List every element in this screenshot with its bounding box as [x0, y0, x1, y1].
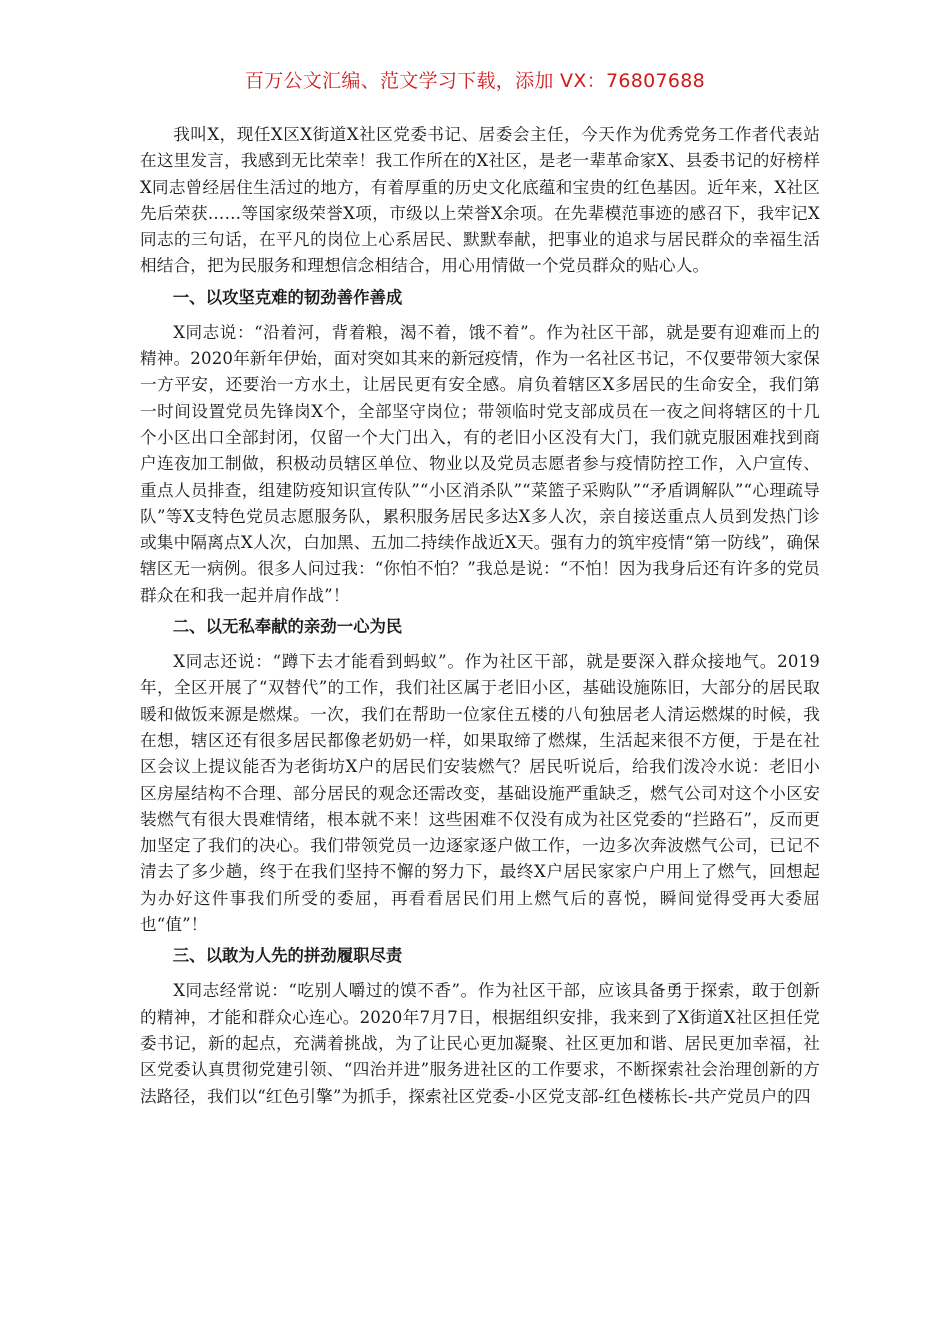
section-body-3: X同志经常说：“吃别人嚼过的馍不香”。作为社区干部，应该具备勇于探索，敢于创新的精神，才能和群众心连心。2020年7月7日，根据组织安排，我来到了X街道X社区担任党委书记，新的起点，充满着挑战，为了让民心更加凝聚、社区更加和谐、居民更加幸福，社区党委认真贯彻党建引领、“四治并进”服务进社区的工作要求，不断探索社会治理创新的方法路径，我们以“红色引擎”为抓手，探索社区党委-小区党支部-红色楼栋长-共产党员户的四 [140, 981, 820, 1106]
section-body-1: X同志说：“沿着河，背着粮，渴不着，饿不着”。作为社区干部，就是要有迎难而上的精神。2020年新年伊始，面对突如其来的新冠疫情，作为一名社区书记，不仅要带领大家保一方平安，还要治一方水土，让居民更有安全感。肩负着辖区X多居民的生命安全，我们第一时间设置党员先锋岗X个，全部坚守岗位；带领临时党支部成员在一夜之间将辖区的十几个小区出口全部封闭，仅留一个大门出入，有的老旧小区没有大门，我们就克服困难找到商户连夜加工制做，积极动员辖区单位、物业以及党员志愿者参与疫情防控工作，入户宣传、重点人员排查，组建防疫知识宣传队”“小区消杀队”“菜篮子采购队”“矛盾调解队”“心理疏导队”等X支特色党员志愿服务队，累积服务居民多达X多人次，亲自接送重点人员到发热门诊或集中隔离点X人次，白加黑、五加二持续作战近X天。强有力的筑牢疫情“第一防线”，确保辖区无一病例。很多人问过我：“你怕不怕？”我总是说：“不怕！因为我身后还有许多的党员群众在和我一起并肩作战”！ [140, 322, 820, 605]
section-body-2: X同志还说：“蹲下去才能看到蚂蚁”。作为社区干部，就是要深入群众接地气。2019年，全区开展了“双替代”的工作，我们社区属于老旧小区，基础设施陈旧，大部分的居民取暖和做饭来源是燃煤。一次，我们在帮助一位家住五楼的八旬独居老人清运燃煤的时候，我在想，辖区还有很多居民都像老奶奶一样，如果取缔了燃煤，生活起来很不方便，于是在社区会议上提议能否为老街坊X户的居民们安装燃气？居民听说后，给我们泼冷水说：老旧小区房屋结构不合理、部分居民的观念还需改变，基础设施严重缺乏，燃气公司对这个小区安装燃气有很大畏难情绪，根本就不来！这些困难不仅没有成为社区党委的“拦路石”，反而更加坚定了我们的决心。我们带领党员一边逐家逐户做工作，一边多次奔波燃气公司，已记不清去了多少趟，终于在我们坚持不懈的努力下，最终X户居民家家户户用上了燃气，回想起为办好这件事我们所受的委屈，再看看居民们用上燃气后的喜悦，瞬间觉得受再大委屈也“值”！ [140, 652, 820, 935]
section-heading-2: 二、以无私奉献的亲劲一心为民 [172, 617, 403, 637]
intro-paragraph: 我叫X，现任X区X街道X社区党委书记、居委会主任，今天作为优秀党务工作者代表站在这里发言，我感到无比荣幸！我工作所在的X社区，是老一辈革命家X、县委书记的好榜样X同志曾经居住生活过的地方，有着厚重的历史文化底蕴和宝贵的红色基因。近年来，X社区先后荣获……等国家级荣誉X项，市级以上荣誉X余项。在先辈模范事迹的感召下，我牢记X同志的三句话，在平凡的岗位上心系居民、默默奉献，把事业的追求与居民群众的幸福生活相结合，把为民服务和理想信念相结合，用心用情做一个党员群众的贴心人。 [140, 125, 820, 276]
header-banner: 百万公文汇编、范文学习下载，添加 VX：76807688 [244, 70, 706, 92]
section-heading-3: 三、以敢为人先的拼劲履职尽责 [172, 946, 403, 966]
document-body [140, 122, 820, 1114]
section-heading-1: 一、以攻坚克难的韧劲善作善成 [172, 287, 403, 307]
